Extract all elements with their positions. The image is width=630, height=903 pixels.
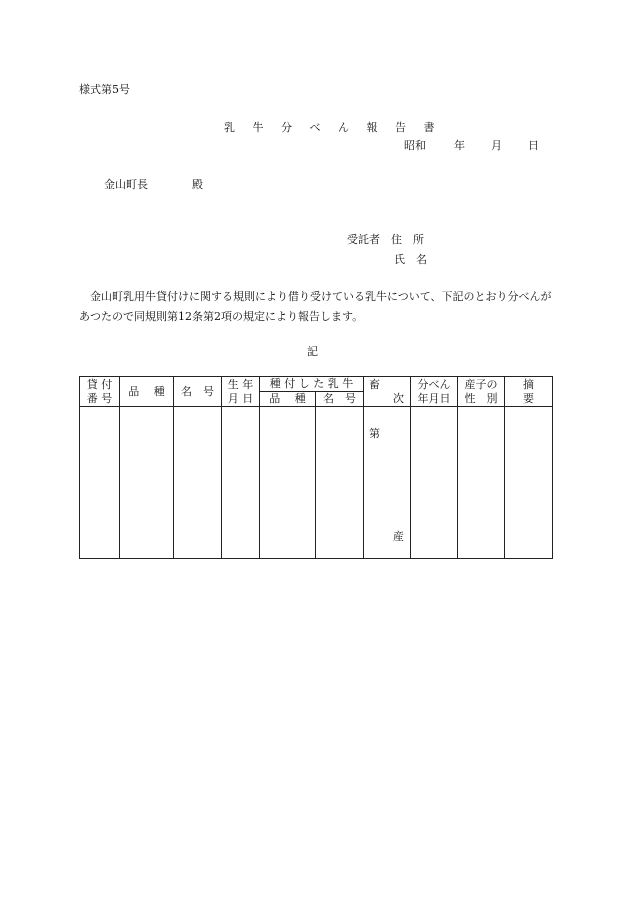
header-sire-group: 種 付 し た 乳 牛: [260, 377, 364, 392]
cell-birth-date[interactable]: [222, 407, 260, 559]
table-row: [80, 407, 553, 559]
cell-breed[interactable]: [120, 407, 174, 559]
header-remarks: 摘 要: [505, 377, 553, 407]
header-calving-date: 分べん 年月日: [411, 377, 458, 407]
body-text: 金山町乳用牛貸付けに関する規則により借り受けている乳牛について、下記のとおり分べんがあつたので同規則第12条第2項の規定により報告します。: [79, 290, 552, 323]
cell-loan-number[interactable]: [80, 407, 120, 559]
addressee-name: 金山町長: [104, 178, 148, 191]
ki-heading: 記: [307, 345, 318, 358]
cell-sire-breed[interactable]: [260, 407, 316, 559]
cell-sire-name[interactable]: [316, 407, 364, 559]
report-table: [79, 376, 553, 559]
cell-name[interactable]: [174, 407, 222, 559]
cell-parity[interactable]: [364, 407, 411, 559]
cell-remarks[interactable]: [505, 407, 553, 559]
form-number: 様式第5号: [79, 83, 130, 96]
cell-calf-sex[interactable]: [458, 407, 505, 559]
header-sire-name: 名 号: [316, 392, 364, 407]
date-month: 月: [491, 139, 502, 152]
parity-suffix: 産: [393, 530, 405, 543]
header-birth-date: 生 年 月 日: [222, 377, 260, 407]
date-era: 昭和: [404, 139, 426, 152]
date-line: [404, 137, 539, 153]
date-day: 日: [528, 139, 539, 152]
cell-calving-date[interactable]: [411, 407, 458, 559]
document-title: 乳 牛 分 べ ん 報 告 書: [224, 121, 442, 134]
header-sire-breed: 品 種: [260, 392, 316, 407]
header-loan-number: 貸 付 番 号: [80, 377, 120, 407]
reporter-address-label: 受託者 住 所: [347, 233, 424, 246]
header-name: 名 号: [174, 377, 222, 407]
parity-prefix: 第: [369, 427, 381, 440]
addressee: [104, 176, 203, 192]
header-calf-sex: 産子の 性 別: [458, 377, 505, 407]
date-year: 年: [454, 139, 465, 152]
header-breed: 品 種: [120, 377, 174, 407]
reporter-name-label: 氏 名: [394, 253, 427, 266]
header-parity: 畜 次: [364, 377, 411, 407]
addressee-honorific: 殿: [192, 178, 203, 191]
